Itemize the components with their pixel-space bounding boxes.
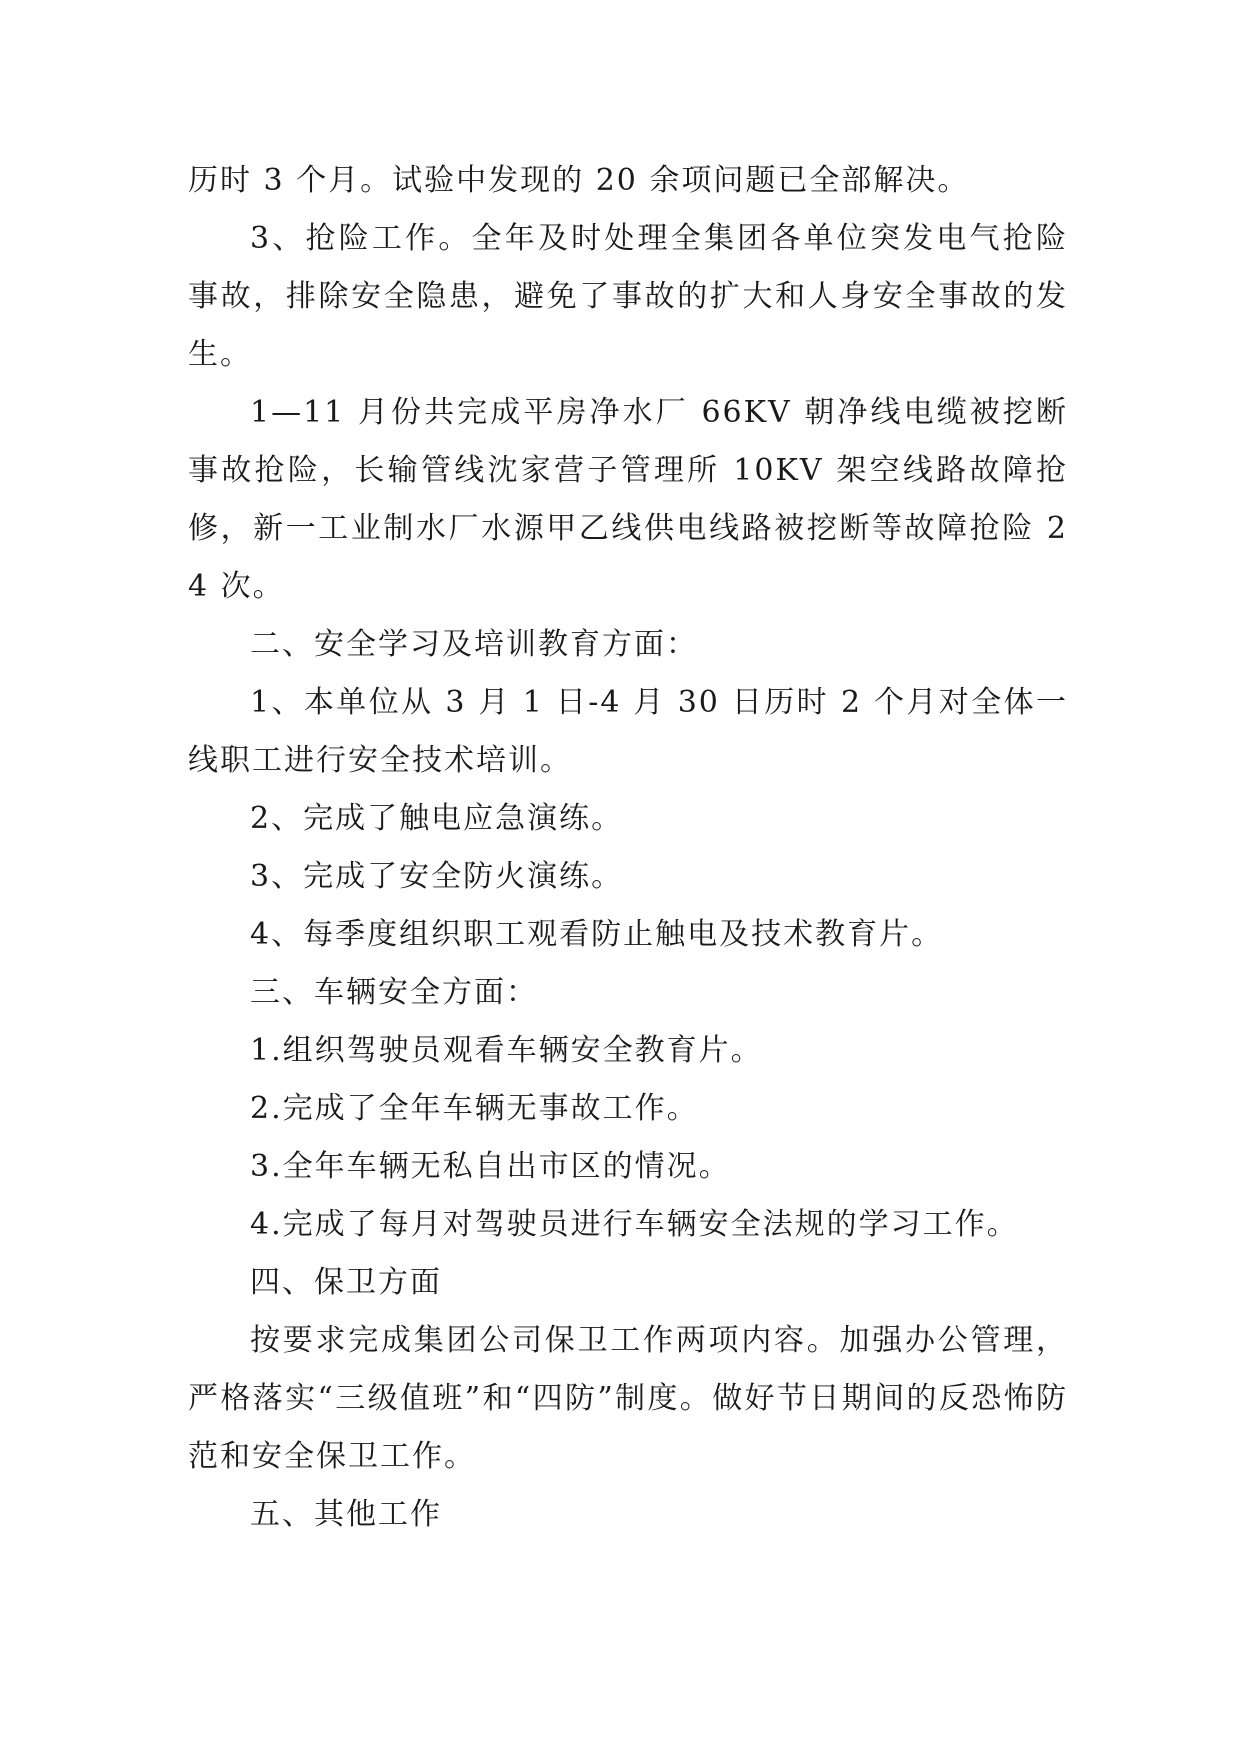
paragraph-12: 3.全年车辆无私自出市区的情况。	[250, 1149, 731, 1184]
paragraph-3: 1—11 月份共完成平房净水厂 66KV 朝净线电缆被挖断事故抢险，长输管线沈家营子管理所 10KV 架空线路故障抢修，新一工业制水厂水源甲乙线供电线路被挖断等故障抢险 24 次。	[188, 395, 1068, 604]
paragraph-7: 3、完成了安全防火演练。	[250, 859, 624, 894]
paragraph-13: 4.完成了每月对驾驶员进行车辆安全法规的学习工作。	[250, 1207, 1019, 1242]
section-heading-security: 四、保卫方面	[250, 1265, 442, 1300]
paragraph-1: 历时 3 个月。试验中发现的 20 余项问题已全部解决。	[188, 163, 970, 198]
paragraph-8: 4、每季度组织职工观看防止触电及技术教育片。	[250, 917, 944, 952]
paragraph-10: 1.组织驾驶员观看车辆安全教育片。	[250, 1033, 763, 1068]
paragraph-6: 2、完成了触电应急演练。	[250, 801, 624, 836]
paragraph-11: 2.完成了全年车辆无事故工作。	[250, 1091, 699, 1126]
paragraph-5: 1、本单位从 3 月 1 日-4 月 30 日历时 2 个月对全体一线职工进行安全技术培训。	[188, 685, 1068, 778]
section-heading-other-work: 五、其他工作	[250, 1497, 442, 1532]
paragraph-15: 按要求完成集团公司保卫工作两项内容。加强办公管理，严格落实“三级值班”和“四防”制度。做好节日期间的反恐怖防范和安全保卫工作。	[188, 1323, 1068, 1474]
document-body	[188, 152, 1068, 1544]
section-heading-vehicle-safety: 三、车辆安全方面：	[250, 975, 538, 1010]
paragraph-2: 3、抢险工作。全年及时处理全集团各单位突发电气抢险事故，排除安全隐患，避免了事故的扩大和人身安全事故的发生。	[188, 221, 1068, 372]
section-heading-safety-training: 二、安全学习及培训教育方面：	[250, 627, 698, 662]
